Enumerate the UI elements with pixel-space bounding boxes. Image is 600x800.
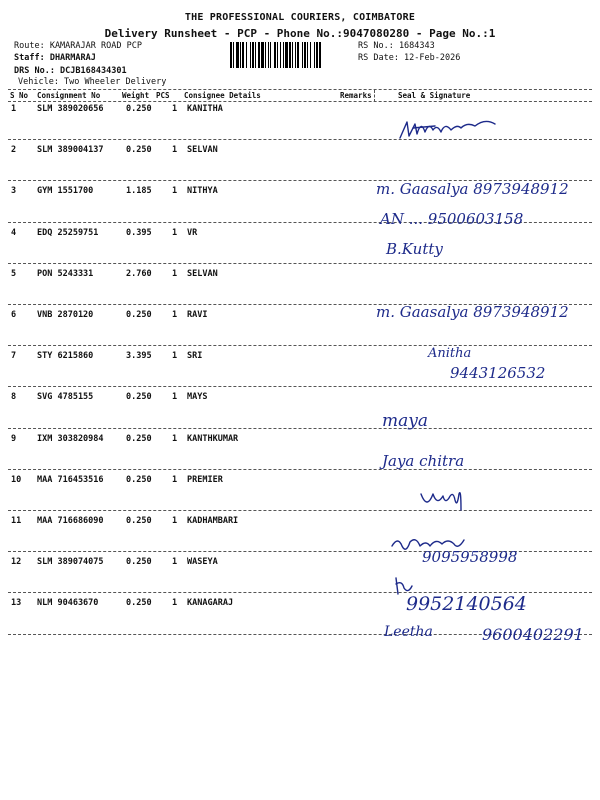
row-sno: 4: [11, 228, 17, 238]
row-pcs: 1: [172, 269, 178, 279]
row-weight: 0.250: [126, 104, 152, 114]
barcode-bar: [289, 42, 291, 68]
row-weight: 0.250: [126, 598, 152, 608]
row-weight: 1.185: [126, 186, 152, 196]
col-sno-header: S No: [10, 91, 29, 100]
barcode-bar: [297, 42, 299, 68]
row-sno: 11: [11, 516, 22, 526]
row-pcs: 1: [172, 475, 178, 485]
row-consignment-no: SLM 389074075: [37, 557, 104, 567]
row-consignee: SELVAN: [187, 269, 218, 279]
row-consignment-no: SLM 389004137: [37, 145, 104, 155]
svg-text:AN ... 9500603158: AN ... 9500603158: [380, 210, 524, 228]
staff-text: Staff: DHARMARAJ: [14, 53, 96, 63]
row-weight: 0.250: [126, 434, 152, 444]
row-weight: 0.250: [126, 392, 152, 402]
row-consignment-no: STY 6215860: [37, 351, 94, 361]
barcode: [230, 42, 355, 68]
col-remarks-header: Remarks: [340, 91, 372, 100]
vehicle-text: Vehicle: Two Wheeler Delivery: [18, 77, 167, 87]
row-consignment-no: MAA 716686090: [37, 516, 104, 526]
row-sno: 7: [11, 351, 17, 361]
row-weight: 3.395: [126, 351, 152, 361]
barcode-bar: [250, 42, 251, 68]
barcode-bar: [246, 42, 247, 68]
barcode-bar: [240, 42, 241, 68]
row-consignment-no: SVG 4785155: [37, 392, 94, 402]
barcode-bar: [314, 42, 315, 68]
svg-text:B.Kutty: B.Kutty: [386, 240, 443, 258]
signature: [378, 440, 600, 480]
col-weight-header: Weight: [122, 91, 150, 100]
signature: [382, 612, 600, 652]
row-weight: 0.250: [126, 145, 152, 155]
row-pcs: 1: [172, 516, 178, 526]
svg-text:maya: maya: [382, 411, 428, 431]
row-weight: 0.250: [126, 310, 152, 320]
row-sno: 9: [11, 434, 17, 444]
company-title: THE PROFESSIONAL COURIERS, COIMBATORE: [184, 12, 416, 23]
row-consignment-no: VNB 2870120: [37, 310, 94, 320]
row-weight: 2.760: [126, 269, 152, 279]
signature: [395, 110, 600, 150]
row-consignee: SELVAN: [187, 145, 218, 155]
row-pcs: 1: [172, 434, 178, 444]
row-consignee: KADHAMBARI: [187, 516, 239, 526]
col-consignment-header: Consignment No: [37, 91, 101, 100]
svg-text:m. Gaasalya 8973948912: m. Gaasalya 8973948912: [376, 303, 569, 321]
row-pcs: 1: [172, 557, 178, 567]
signature: [415, 480, 600, 520]
header-divider: [8, 101, 592, 102]
row-consignee: MAYS: [187, 392, 208, 402]
barcode-bar: [255, 42, 256, 68]
rs-date-text: RS Date: 12-Feb-2026: [358, 53, 461, 63]
barcode-bar: [258, 42, 260, 68]
barcode-bar: [295, 42, 296, 68]
drs-text: DRS No.: DCJB168434301: [14, 66, 127, 76]
row-consignment-no: IXM 303820984: [37, 434, 104, 444]
row-consignment-no: NLM 90463670: [37, 598, 99, 608]
barcode-bar: [236, 42, 239, 68]
barcode-bar: [268, 42, 269, 68]
svg-text:Jaya chitra: Jaya chitra: [382, 452, 465, 470]
svg-text:Anitha: Anitha: [428, 346, 472, 361]
row-consignment-no: MAA 716453516: [37, 475, 104, 485]
barcode-bar: [307, 42, 308, 68]
row-consignee: RAVI: [187, 310, 208, 320]
barcode-bar: [280, 42, 281, 68]
row-consignee: SRI: [187, 351, 203, 361]
row-sno: 5: [11, 269, 17, 279]
row-sno: 6: [11, 310, 17, 320]
row-consignment-no: PON 5243331: [37, 269, 94, 279]
row-consignee: KANTHKUMAR: [187, 434, 239, 444]
barcode-bar: [316, 42, 318, 68]
row-consignee: KANAGARAJ: [187, 598, 234, 608]
signature: [420, 352, 600, 392]
row-pcs: 1: [172, 186, 178, 196]
row-pcs: 1: [172, 228, 178, 238]
signature: [380, 228, 600, 268]
row-consignee: PREMIER: [187, 475, 223, 485]
barcode-bar: [277, 42, 278, 68]
row-pcs: 1: [172, 104, 178, 114]
barcode-bar: [292, 42, 293, 68]
row-consignee: VR: [187, 228, 198, 238]
row-sno: 3: [11, 186, 17, 196]
row-sno: 1: [11, 104, 17, 114]
row-divider: [8, 89, 592, 90]
row-sno: 10: [11, 475, 22, 485]
barcode-bar: [233, 42, 234, 68]
row-consignee: KANITHA: [187, 104, 223, 114]
barcode-bar: [242, 42, 244, 68]
row-sno: 2: [11, 145, 17, 155]
svg-text:9952140564: 9952140564: [406, 593, 527, 615]
row-consignee: NITHYA: [187, 186, 218, 196]
row-consignment-no: GYM 1551700: [37, 186, 94, 196]
row-pcs: 1: [172, 598, 178, 608]
barcode-bar: [310, 42, 311, 68]
barcode-bar: [283, 42, 284, 68]
barcode-bar: [285, 42, 288, 68]
row-sno: 13: [11, 598, 22, 608]
runsheet-title: Delivery Runsheet - PCP - Phone No.:9047080280 - Page No.:1: [104, 27, 496, 40]
row-consignee: WASEYA: [187, 557, 218, 567]
barcode-bar: [265, 42, 266, 68]
row-weight: 0.250: [126, 475, 152, 485]
row-weight: 0.395: [126, 228, 152, 238]
svg-text:9095958998: 9095958998: [422, 548, 518, 566]
row-consignment-no: EDQ 25259751: [37, 228, 99, 238]
svg-text:Leetha: Leetha: [384, 624, 433, 640]
row-pcs: 1: [172, 351, 178, 361]
row-sno: 8: [11, 392, 17, 402]
row-consignment-no: SLM 389020656: [37, 104, 104, 114]
barcode-bar: [304, 42, 306, 68]
route-text: Route: KAMARAJAR ROAD PCP: [14, 41, 142, 51]
barcode-bar: [230, 42, 232, 68]
col-consignee-header: Consignee Details: [184, 91, 261, 100]
svg-text:9600402291: 9600402291: [482, 625, 584, 644]
row-pcs: 1: [172, 392, 178, 402]
row-sno: 12: [11, 557, 22, 567]
barcode-bar: [319, 42, 321, 68]
barcode-bar: [261, 42, 264, 68]
barcode-bar: [274, 42, 276, 68]
col-pcs-header: PCS: [156, 91, 170, 100]
col-seal-header: Seal & Signature: [398, 91, 471, 100]
row-pcs: 1: [172, 310, 178, 320]
row-weight: 0.250: [126, 557, 152, 567]
row-weight: 0.250: [126, 516, 152, 526]
barcode-bar: [252, 42, 254, 68]
svg-text:m. Gaasalya 8973948912: m. Gaasalya 8973948912: [376, 180, 569, 198]
signature: [378, 400, 600, 440]
barcode-bar: [302, 42, 303, 68]
barcode-bar: [270, 42, 271, 68]
signature: [372, 293, 597, 333]
rs-no-text: RS No.: 1684343: [358, 41, 435, 51]
svg-text:9443126532: 9443126532: [450, 364, 546, 382]
row-pcs: 1: [172, 145, 178, 155]
